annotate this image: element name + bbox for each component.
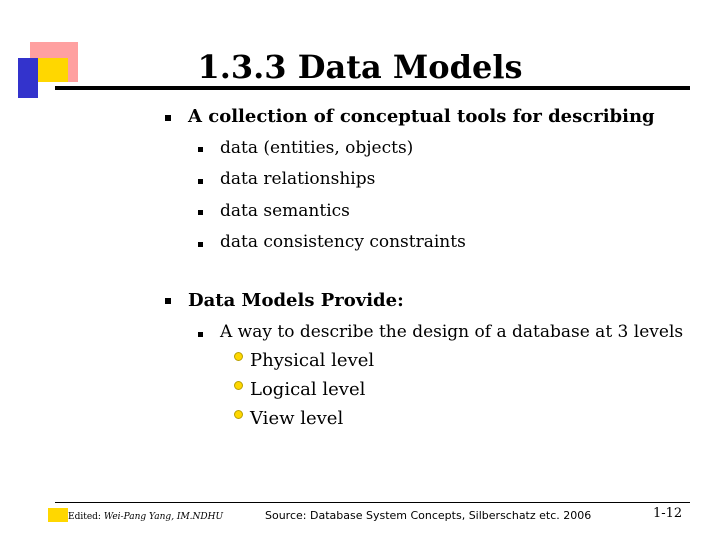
slide-title: 1.3.3 Data Models	[197, 48, 523, 86]
footer-editor-name: Wei-Pang Yang, IM.NDHU	[103, 512, 224, 522]
section1-item: data (entities, objects)	[220, 138, 414, 158]
section1-item: data consistency constraints	[220, 232, 466, 252]
bullet-square-icon	[165, 115, 171, 121]
footer-divider	[55, 502, 690, 503]
section2-item: A way to describe the design of a database at 3 levels	[220, 322, 684, 342]
bullet-square-icon	[198, 179, 203, 184]
bullet-dot-icon	[234, 410, 243, 419]
section2-heading: Data Models Provide:	[188, 290, 404, 311]
title-underline	[55, 86, 690, 90]
slide-number: 1-12	[653, 506, 683, 521]
section1-heading: A collection of conceptual tools for describing	[188, 106, 655, 127]
footer-editor	[68, 512, 223, 522]
bullet-square-icon	[198, 210, 203, 215]
level-item: Logical level	[250, 379, 366, 400]
bullet-dot-icon	[234, 352, 243, 361]
bullet-square-icon	[198, 332, 203, 337]
level-item: View level	[250, 408, 344, 429]
bullet-square-icon	[198, 242, 203, 247]
footer-editor-label: Edited:	[68, 512, 101, 522]
footer-source: Source: Database System Concepts, Silberschatz etc. 2006	[265, 509, 592, 522]
bullet-square-icon	[165, 298, 171, 304]
section1-item: data semantics	[220, 201, 350, 221]
footer-decor-swatch	[48, 508, 68, 522]
level-item: Physical level	[250, 350, 375, 371]
bullet-square-icon	[198, 147, 203, 152]
bullet-dot-icon	[234, 381, 243, 390]
section1-item: data relationships	[220, 169, 376, 189]
